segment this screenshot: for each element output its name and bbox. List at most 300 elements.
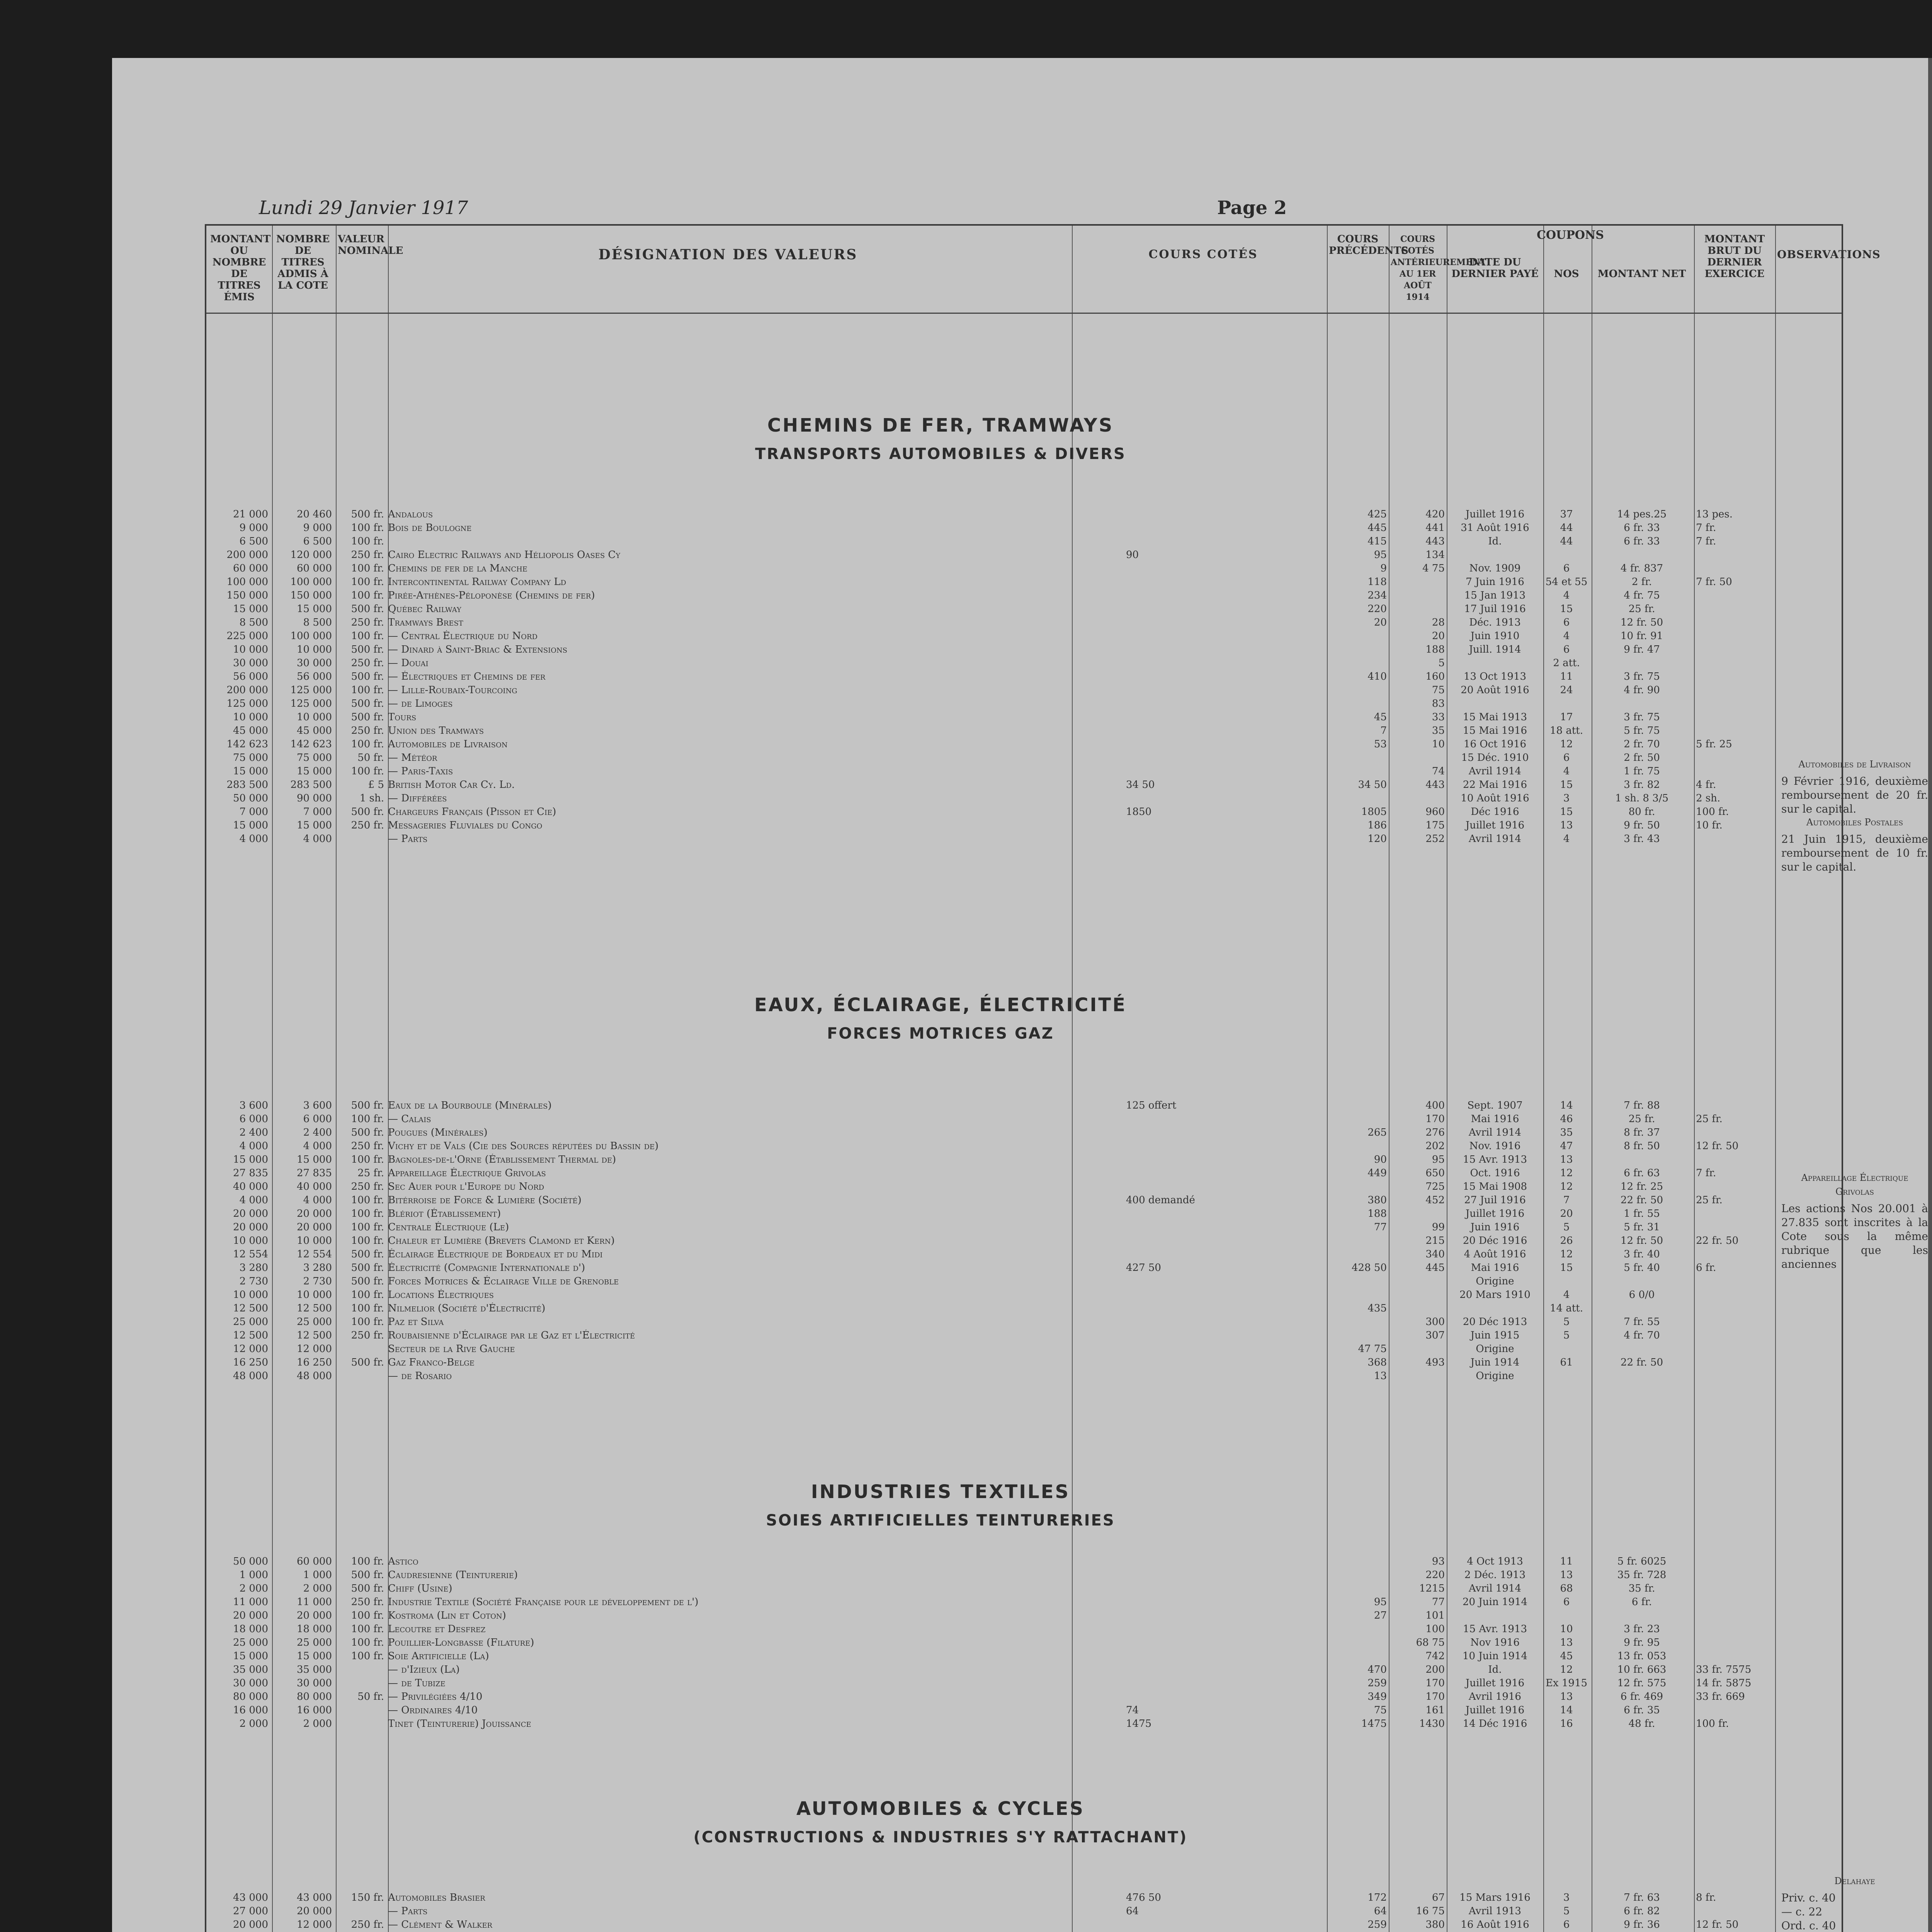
cell-net: 10 fr. 663 <box>1617 1664 1667 1675</box>
cell-prec: 435 <box>1367 1303 1387 1314</box>
cell-nombre: 27 835 <box>297 1167 332 1179</box>
cell-brut: 8 fr. <box>1696 1892 1716 1903</box>
cell-august: 725 <box>1425 1181 1445 1192</box>
cell-nombre: 2 400 <box>303 1127 332 1138</box>
cell-desig: Bitérroise de Force & Lumière (Société) <box>388 1194 582 1206</box>
cell-date: 17 Juil 1916 <box>1464 603 1526 615</box>
cell-no: 6 <box>1563 617 1570 628</box>
cell-montant: 25 000 <box>233 1316 268 1328</box>
cell-august: 35 <box>1432 725 1445 736</box>
cell-desig: Intercontinental Railway Company Ld <box>388 576 566 588</box>
table-row <box>206 1261 1842 1275</box>
cell-net: 3 fr. 75 <box>1624 711 1660 723</box>
cell-no: 47 <box>1560 1140 1573 1152</box>
cell-net: 25 fr. <box>1628 603 1655 615</box>
cell-august: 16 75 <box>1416 1905 1445 1917</box>
cell-nombre: 3 600 <box>303 1100 332 1111</box>
cell-nombre: 15 000 <box>297 765 332 777</box>
cell-valeur: 100 fr. <box>351 536 384 547</box>
section-subheading: TRANSPORTS AUTOMOBILES & DIVERS <box>755 445 1126 463</box>
cell-nombre: 8 500 <box>303 617 332 628</box>
section-title-textile <box>593 1478 1288 1535</box>
cell-valeur: 250 fr. <box>351 1181 384 1192</box>
cell-net: 6 fr. 33 <box>1624 522 1660 534</box>
cell-date: Juin 1914 <box>1470 1357 1520 1368</box>
cell-august: 300 <box>1425 1316 1445 1328</box>
table-row <box>206 724 1842 738</box>
cell-nombre: 12 554 <box>297 1248 332 1260</box>
cell-date: Nov. 1916 <box>1469 1140 1521 1152</box>
cell-montant: 16 250 <box>233 1357 268 1368</box>
cell-brut: 22 fr. 50 <box>1696 1235 1739 1247</box>
col-montant-brut: MONTANT BRUT DU DERNIER EXERCICE <box>1704 233 1765 280</box>
cell-prec: 95 <box>1374 549 1387 561</box>
cell-no: 24 <box>1560 684 1573 696</box>
cell-no: 6 <box>1563 752 1570 764</box>
cell-date: Juillet 1916 <box>1465 820 1525 831</box>
cell-nombre: 48 000 <box>297 1370 332 1382</box>
cell-desig: Blériot (Établissement) <box>388 1208 501 1219</box>
cell-montant: 20 000 <box>233 1208 268 1219</box>
cell-valeur: 100 fr. <box>351 738 384 750</box>
table-row <box>206 792 1842 805</box>
cell-montant: 35 000 <box>233 1664 268 1675</box>
cell-nombre: 20 460 <box>297 509 332 520</box>
cell-date: Mai 1916 <box>1471 1262 1519 1274</box>
cell-valeur: 250 fr. <box>351 549 384 561</box>
col-observations: OBSERVATIONS <box>1777 248 1881 261</box>
cell-net: 2 fr. <box>1631 576 1652 588</box>
table-row <box>206 643 1842 656</box>
cell-net: 12 fr. 25 <box>1620 1181 1663 1192</box>
cell-valeur: 100 fr. <box>351 630 384 642</box>
cell-august: 170 <box>1425 1691 1445 1702</box>
cell-date: 13 Oct 1913 <box>1463 671 1527 682</box>
cell-august: 74 <box>1432 765 1445 777</box>
table-row <box>206 1275 1842 1288</box>
cell-prec: 445 <box>1367 522 1387 534</box>
cell-no: 14 <box>1560 1100 1573 1111</box>
cell-prec: 428 50 <box>1352 1262 1387 1274</box>
cell-nombre: 56 000 <box>297 671 332 682</box>
cell-cours: 64 <box>1126 1905 1139 1917</box>
cell-montant: 200 000 <box>226 684 268 696</box>
table-row <box>206 1194 1842 1207</box>
cell-date: 22 Mai 1916 <box>1463 779 1527 791</box>
cell-no: 37 <box>1560 509 1573 520</box>
table-row <box>206 1663 1842 1677</box>
cell-montant: 27 000 <box>233 1905 268 1917</box>
cell-nombre: 12 000 <box>297 1343 332 1355</box>
cell-nombre: 30 000 <box>297 1677 332 1689</box>
cell-desig: Centrale Électrique (Le) <box>388 1221 509 1233</box>
cell-nombre: 90 000 <box>297 793 332 804</box>
cell-montant: 80 000 <box>233 1691 268 1702</box>
cell-prec: 77 <box>1374 1221 1387 1233</box>
cell-net: 6 fr. 63 <box>1624 1167 1660 1179</box>
cell-desig: Secteur de la Rive Gauche <box>388 1343 515 1355</box>
cell-no: 4 <box>1563 590 1570 601</box>
cell-valeur: 500 fr. <box>351 671 384 682</box>
table-row <box>206 1329 1842 1342</box>
cell-prec: 45 <box>1374 711 1387 723</box>
cell-prec: 220 <box>1367 603 1387 615</box>
cell-prec: 425 <box>1367 509 1387 520</box>
cell-nombre: 7 000 <box>303 806 332 818</box>
cell-date: 2 Déc. 1913 <box>1464 1569 1526 1581</box>
cell-nombre: 125 000 <box>290 698 332 709</box>
cell-cours: 90 <box>1126 549 1139 561</box>
cell-desig: Chemins de fer de la Manche <box>388 563 527 574</box>
page-date: Lundi 29 Janvier 1917 <box>259 197 468 219</box>
cell-date: Mai 1916 <box>1471 1113 1519 1125</box>
cell-no: Ex 1915 <box>1545 1677 1588 1689</box>
cell-valeur: 100 fr. <box>351 684 384 696</box>
cell-brut: 7 fr. <box>1696 522 1716 534</box>
cell-date: 31 Août 1916 <box>1461 522 1529 534</box>
table-row <box>206 711 1842 724</box>
cell-brut: 100 fr. <box>1696 1718 1729 1730</box>
cell-net: 6 fr. 35 <box>1624 1704 1660 1716</box>
cell-nombre: 3 280 <box>303 1262 332 1274</box>
cell-nombre: 100 000 <box>290 630 332 642</box>
cell-montant: 43 000 <box>233 1892 268 1903</box>
cell-net: 1 sh. 8 3/5 <box>1615 793 1669 804</box>
cell-no: 68 <box>1560 1583 1573 1594</box>
cell-no: 20 <box>1560 1208 1573 1219</box>
cell-desig: Kostroma (Lin et Coton) <box>388 1610 506 1621</box>
cell-no: 15 <box>1560 1262 1573 1274</box>
cell-nombre: 100 000 <box>290 576 332 588</box>
cell-desig: Locations Électriques <box>388 1289 494 1301</box>
section-heading: CHEMINS DE FER, TRAMWAYS <box>767 415 1114 436</box>
cell-brut: 33 fr. 669 <box>1696 1691 1745 1702</box>
cell-net: 9 fr. 47 <box>1624 644 1660 655</box>
cell-montant: 12 554 <box>233 1248 268 1260</box>
cell-august: 420 <box>1425 509 1445 520</box>
cell-montant: 30 000 <box>233 1677 268 1689</box>
cell-nombre: 15 000 <box>297 1650 332 1662</box>
cell-montant: 15 000 <box>233 820 268 831</box>
cell-valeur: 250 fr. <box>351 1596 384 1608</box>
cell-cours: 476 50 <box>1126 1892 1161 1903</box>
cell-cours: 74 <box>1126 1704 1139 1716</box>
table-row <box>206 670 1842 684</box>
cell-nombre: 15 000 <box>297 603 332 615</box>
cell-august: 33 <box>1432 711 1445 723</box>
cell-brut: 6 fr. <box>1696 1262 1716 1274</box>
cell-montant: 75 000 <box>233 752 268 764</box>
cell-prec: 9 <box>1380 563 1387 574</box>
cell-desig: Astico <box>388 1556 418 1567</box>
cell-net: 8 fr. 50 <box>1624 1140 1660 1152</box>
cell-montant: 3 600 <box>239 1100 268 1111</box>
cell-nombre: 16 250 <box>297 1357 332 1368</box>
cell-nombre: 30 000 <box>297 657 332 669</box>
cell-nombre: 6 000 <box>303 1113 332 1125</box>
cell-montant: 15 000 <box>233 765 268 777</box>
cell-montant: 2 730 <box>239 1276 268 1287</box>
cell-net: 3 fr. 82 <box>1624 779 1660 791</box>
cell-montant: 10 000 <box>233 1289 268 1301</box>
cell-valeur: £ 5 <box>368 779 384 791</box>
cell-nombre: 20 000 <box>297 1905 332 1917</box>
cell-nombre: 75 000 <box>297 752 332 764</box>
cell-montant: 15 000 <box>233 603 268 615</box>
cell-date: 15 Déc. 1910 <box>1461 752 1529 764</box>
cell-montant: 12 000 <box>233 1343 268 1355</box>
cell-desig: Lecoutre et Desfrez <box>388 1623 486 1635</box>
cell-august: 4 75 <box>1422 563 1445 574</box>
cell-desig: Tinet (Teinturerie) Jouissance <box>388 1718 531 1730</box>
cell-date: Origine <box>1476 1276 1514 1287</box>
cell-desig: Caudresienne (Teinturerie) <box>388 1569 518 1581</box>
cell-valeur: 500 fr. <box>351 711 384 723</box>
cell-date: Origine <box>1476 1343 1514 1355</box>
table-row <box>206 1356 1842 1369</box>
cell-nombre: 120 000 <box>290 549 332 561</box>
cell-net: 22 fr. 50 <box>1620 1194 1663 1206</box>
cell-nombre: 125 000 <box>290 684 332 696</box>
cell-date: Avril 1914 <box>1469 1127 1521 1138</box>
section-subheading: SOIES ARTIFICIELLES TEINTURERIES <box>766 1512 1115 1529</box>
cell-prec: 265 <box>1367 1127 1387 1138</box>
cell-valeur: 500 fr. <box>351 1569 384 1581</box>
cell-prec: 368 <box>1367 1357 1387 1368</box>
cell-montant: 48 000 <box>233 1370 268 1382</box>
cell-montant: 10 000 <box>233 1235 268 1247</box>
cell-no: 12 <box>1560 738 1573 750</box>
cell-desig: Forces Motrices & Éclairage Ville de Grenoble <box>388 1276 619 1287</box>
cell-brut: 12 fr. 50 <box>1696 1140 1739 1152</box>
cell-desig: — Calais <box>388 1113 431 1125</box>
table-row <box>206 1555 1842 1568</box>
cell-desig: Soie Artificielle (La) <box>388 1650 489 1662</box>
cell-valeur: 500 fr. <box>351 1262 384 1274</box>
cell-nombre: 12 500 <box>297 1330 332 1341</box>
cell-desig: — Parts <box>388 1905 428 1917</box>
cell-no: 12 <box>1560 1248 1573 1260</box>
cell-montant: 2 000 <box>239 1583 268 1594</box>
cell-nombre: 10 000 <box>297 711 332 723</box>
table-row <box>206 548 1842 562</box>
cell-cours: 400 demandé <box>1126 1194 1195 1206</box>
cell-date: Juillet 1916 <box>1465 1208 1525 1219</box>
cell-no: 5 <box>1563 1330 1570 1341</box>
cell-date: 20 Déc 1916 <box>1463 1235 1527 1247</box>
cell-august: 134 <box>1425 549 1445 561</box>
cell-valeur: 100 fr. <box>351 590 384 601</box>
cell-cours: 125 offert <box>1126 1100 1177 1111</box>
col-nombre: NOMBRE DE TITRES ADMIS À LA COTE <box>276 233 330 291</box>
cell-valeur: 100 fr. <box>351 1221 384 1233</box>
cell-date: 15 Mai 1916 <box>1463 725 1527 736</box>
rows-textile <box>206 1555 1842 1731</box>
cell-valeur: 100 fr. <box>351 1623 384 1635</box>
cell-nombre: 60 000 <box>297 563 332 574</box>
table-row <box>206 1126 1842 1139</box>
scanned-page <box>112 58 1932 1932</box>
table-row <box>206 778 1842 792</box>
cell-net: 8 fr. 37 <box>1624 1127 1660 1138</box>
cell-nombre: 25 000 <box>297 1316 332 1328</box>
cell-nombre: 20 000 <box>297 1221 332 1233</box>
cell-date: 27 Juil 1916 <box>1464 1194 1526 1206</box>
cell-date: 20 Déc 1913 <box>1463 1316 1527 1328</box>
cell-desig: Tramways Brest <box>388 617 463 628</box>
cell-date: Nov. 1909 <box>1469 563 1521 574</box>
cell-august: 1430 <box>1419 1718 1445 1730</box>
cell-no: 13 <box>1560 1691 1573 1702</box>
cell-desig: Automobiles de Livraison <box>388 738 508 750</box>
col-cours: COURS COTÉS <box>1148 248 1258 261</box>
table-row <box>206 1609 1842 1622</box>
cell-net: 22 fr. 50 <box>1620 1357 1663 1368</box>
cell-august: 93 <box>1432 1556 1445 1567</box>
table-row <box>206 1112 1842 1126</box>
table-row <box>206 751 1842 765</box>
cell-montant: 4 000 <box>239 833 268 845</box>
cell-valeur: 150 fr. <box>351 1892 384 1903</box>
cell-montant: 10 000 <box>233 644 268 655</box>
cell-nombre: 10 000 <box>297 644 332 655</box>
col-cours-aout: COURS COTÉS ANTÉRIEUREMENT AU 1ER AOÛT 1914 <box>1391 234 1486 302</box>
cell-montant: 225 000 <box>226 630 268 642</box>
cell-cours: 1475 <box>1126 1718 1152 1730</box>
cell-date: Sept. 1907 <box>1467 1100 1523 1111</box>
table-row <box>206 1180 1842 1194</box>
cell-brut: 2 sh. <box>1696 793 1721 804</box>
cell-date: 15 Mai 1908 <box>1463 1181 1527 1192</box>
cell-august: 202 <box>1425 1140 1445 1152</box>
cell-no: 17 <box>1560 711 1573 723</box>
cell-desig: — Clément & Walker <box>388 1919 493 1930</box>
cell-valeur: 250 fr. <box>351 657 384 669</box>
cell-valeur: 1 sh. <box>359 793 384 804</box>
table-row <box>206 1717 1842 1731</box>
cell-brut: 12 fr. 50 <box>1696 1919 1739 1930</box>
cell-net: 35 fr. <box>1628 1583 1655 1594</box>
table-row <box>206 1234 1842 1248</box>
cell-no: 4 <box>1563 630 1570 642</box>
cell-august: 441 <box>1425 522 1445 534</box>
cell-nombre: 150 000 <box>290 590 332 601</box>
cell-net: 9 fr. 50 <box>1624 820 1660 831</box>
cell-no: 3 <box>1563 793 1570 804</box>
table-row <box>206 1207 1842 1221</box>
cell-desig: — de Tubize <box>388 1677 446 1689</box>
cell-prec: 7 <box>1380 725 1387 736</box>
cell-no: 44 <box>1560 536 1573 547</box>
cell-desig: Pirée-Athènes-Péloponèse (Chemins de fer) <box>388 590 595 601</box>
cell-desig: — de Limoges <box>388 698 453 709</box>
cell-nombre: 25 000 <box>297 1637 332 1648</box>
cell-date: Déc. 1913 <box>1469 617 1521 628</box>
cell-desig: — Paris-Taxis <box>388 765 453 777</box>
cell-net: 7 fr. 88 <box>1624 1100 1660 1111</box>
cell-desig: Andalous <box>388 509 433 520</box>
table-row <box>206 1891 1842 1905</box>
col-valeur: VALEUR NOMINALE <box>338 233 403 257</box>
cell-august: 161 <box>1425 1704 1445 1716</box>
cell-montant: 21 000 <box>233 509 268 520</box>
table-row <box>206 1369 1842 1383</box>
cell-valeur: 25 fr. <box>357 1167 384 1179</box>
cell-brut: 25 fr. <box>1696 1113 1723 1125</box>
cell-nombre: 12 500 <box>297 1303 332 1314</box>
cell-valeur: 100 fr. <box>351 1194 384 1206</box>
table-row <box>206 1704 1842 1717</box>
cell-montant: 6 000 <box>239 1113 268 1125</box>
cell-date: 15 Mai 1913 <box>1463 711 1527 723</box>
cell-august: 77 <box>1432 1596 1445 1608</box>
obs-livraison <box>1781 757 1928 816</box>
cell-prec: 410 <box>1367 671 1387 682</box>
cell-prec: 47 75 <box>1358 1343 1387 1355</box>
cell-valeur: 100 fr. <box>351 1208 384 1219</box>
cell-valeur: 500 fr. <box>351 644 384 655</box>
rows-eaux <box>206 1099 1842 1383</box>
cell-net: 6 fr. 82 <box>1624 1905 1660 1917</box>
cell-montant: 12 500 <box>233 1330 268 1341</box>
cell-net: 12 fr. 575 <box>1617 1677 1667 1689</box>
cell-desig: Chiff (Usine) <box>388 1583 452 1594</box>
col-cours-precedents: COURS PRÉCÉDENTS <box>1329 233 1408 257</box>
table-row <box>206 1315 1842 1329</box>
cell-net: 48 fr. <box>1628 1718 1655 1730</box>
cell-no: 6 <box>1563 1919 1570 1930</box>
cell-nombre: 40 000 <box>297 1181 332 1192</box>
cell-nombre: 6 500 <box>303 536 332 547</box>
table-row <box>206 832 1842 846</box>
cell-desig: Paz et Silva <box>388 1316 444 1328</box>
cell-no: 15 <box>1560 779 1573 791</box>
cell-no: 26 <box>1560 1235 1573 1247</box>
cell-valeur: 100 fr. <box>351 1556 384 1567</box>
col-coupon-date: DATE DU DERNIER PAYÉ <box>1451 257 1539 280</box>
cell-desig: Vichy et de Vals (Cie des Sources réputées du Bassin de) <box>388 1140 659 1152</box>
cell-date: Juill. 1914 <box>1469 644 1521 655</box>
cell-prec: 1475 <box>1361 1718 1387 1730</box>
cell-montant: 11 000 <box>233 1596 268 1608</box>
cell-prec: 380 <box>1367 1194 1387 1206</box>
cell-net: 6 0/0 <box>1629 1289 1655 1301</box>
cell-prec: 20 <box>1374 617 1387 628</box>
cell-valeur: 500 fr. <box>351 806 384 818</box>
cell-date: Avril 1914 <box>1469 833 1521 845</box>
obs-line: — c. 22 <box>1781 1905 1823 1918</box>
cell-date: Avril 1914 <box>1469 765 1521 777</box>
cell-date: Juin 1916 <box>1470 1221 1520 1233</box>
obs-title: Automobiles de Livraison <box>1798 759 1911 770</box>
cell-desig: Québec Railway <box>388 603 461 615</box>
cell-no: 12 <box>1560 1167 1573 1179</box>
cell-nombre: 4 000 <box>303 1194 332 1206</box>
cell-valeur: 100 fr. <box>351 1113 384 1125</box>
cell-no: 44 <box>1560 522 1573 534</box>
col-coupons: COUPONS <box>1537 228 1604 242</box>
cell-net: 9 fr. 95 <box>1624 1637 1660 1648</box>
cell-date: Juillet 1916 <box>1465 1704 1525 1716</box>
cell-brut: 7 fr. <box>1696 536 1716 547</box>
cell-montant: 20 000 <box>233 1610 268 1621</box>
obs-postales <box>1781 815 1928 874</box>
cell-prec: 118 <box>1367 576 1387 588</box>
table-row <box>206 602 1842 616</box>
cell-desig: Chargeurs Français (Pisson et Cie) <box>388 806 556 818</box>
cell-desig: Messageries Fluviales du Congo <box>388 820 543 831</box>
cell-montant: 56 000 <box>233 671 268 682</box>
